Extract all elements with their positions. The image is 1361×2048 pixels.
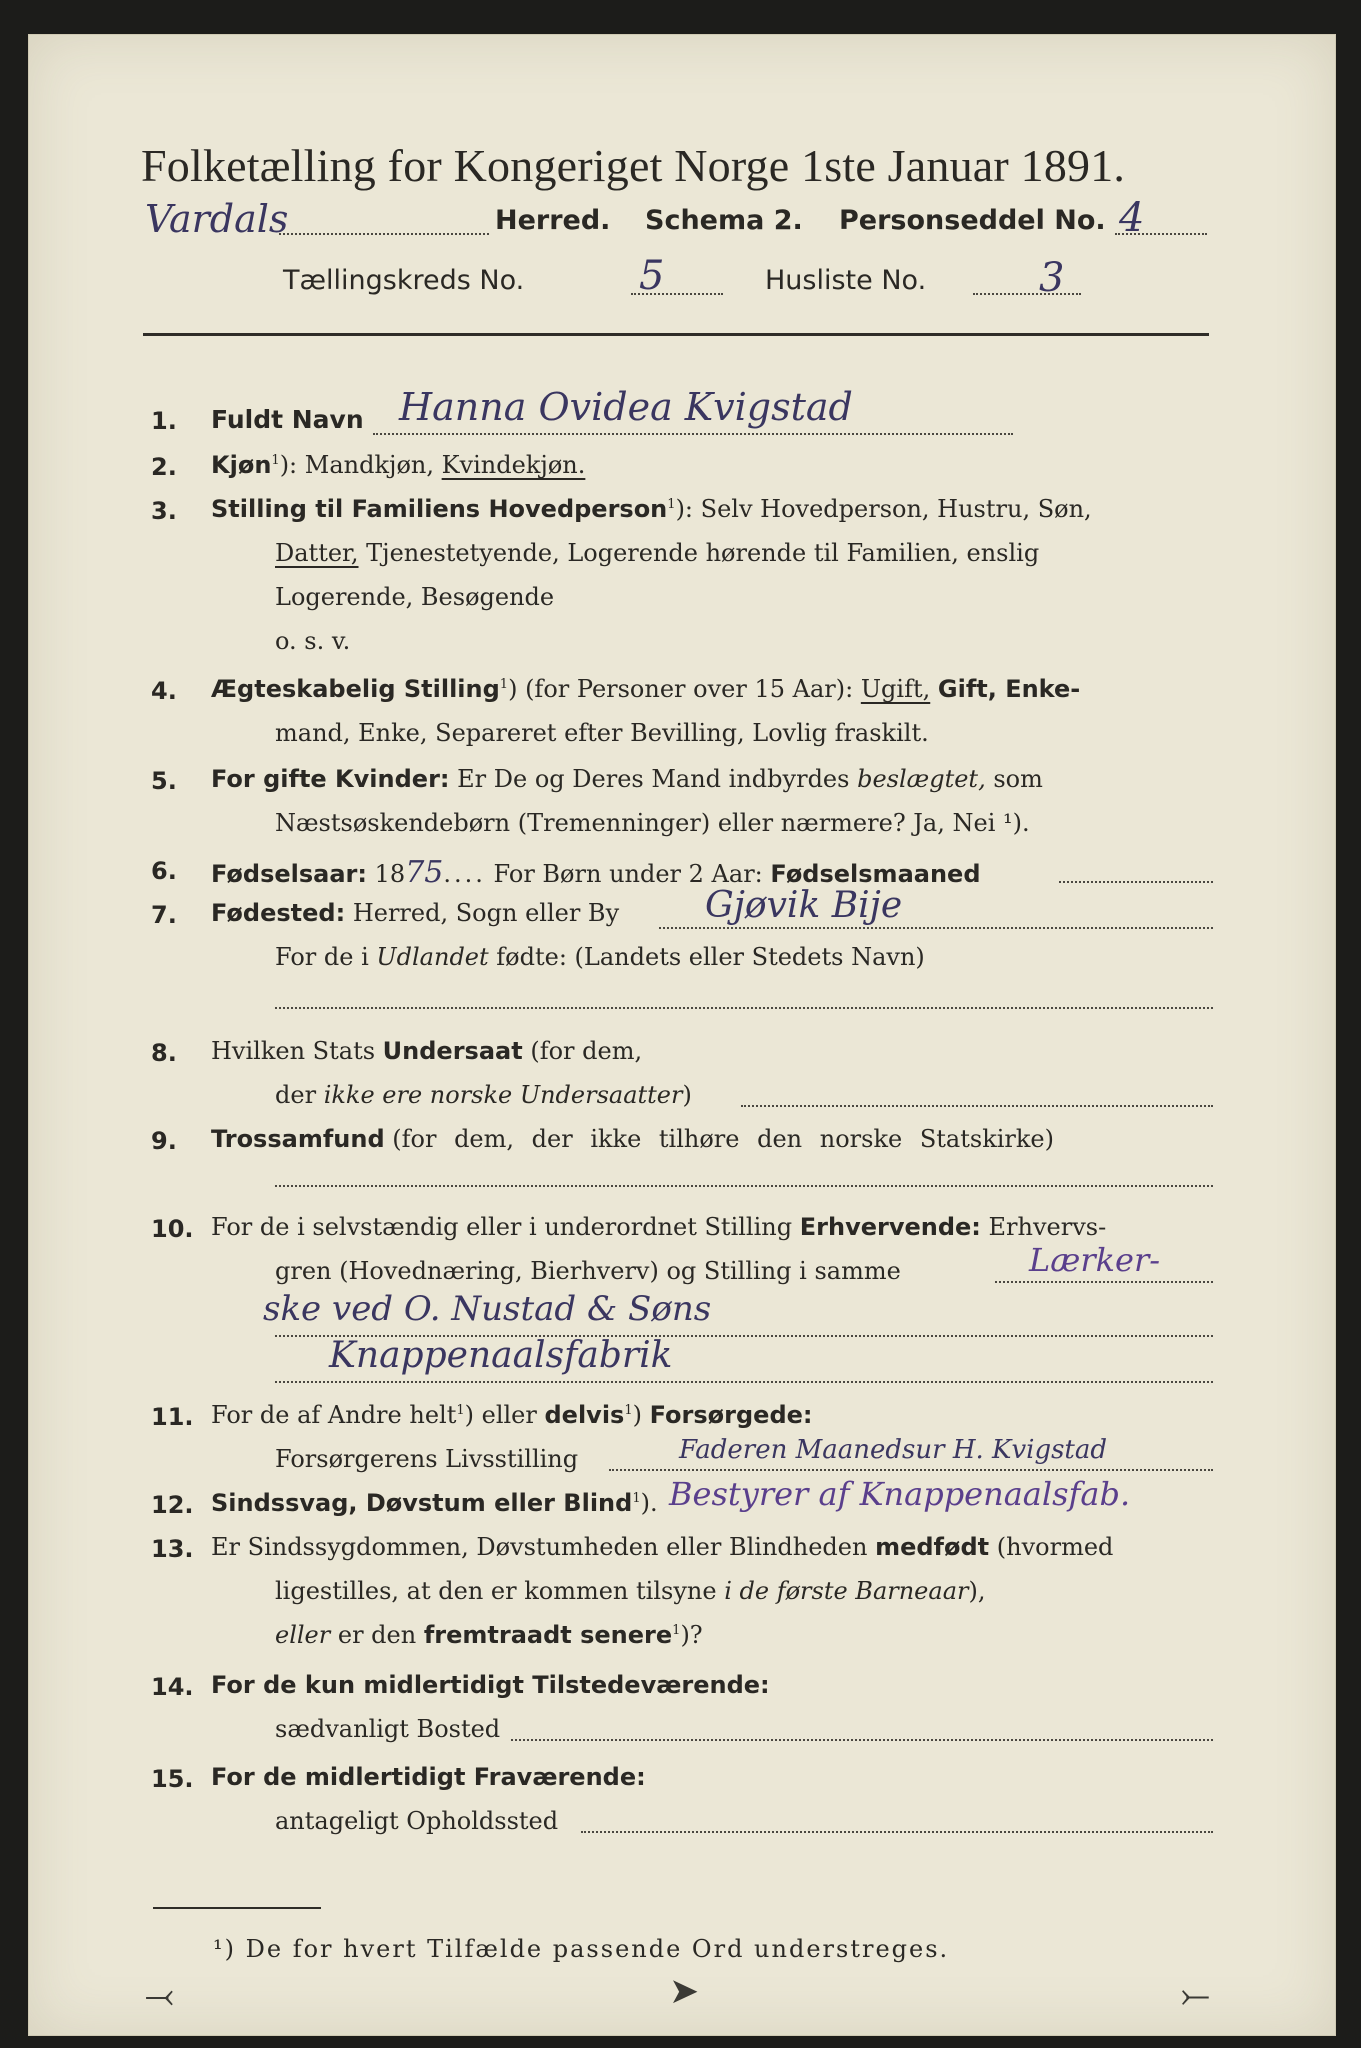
- item-11-label2: Forsørgede:: [649, 1401, 813, 1429]
- item-6-dots: [1059, 881, 1213, 883]
- item-5-label: For gifte Kvinder:: [211, 765, 450, 793]
- item-6-year-prefix: 18: [374, 860, 406, 888]
- item-11-value: Faderen Maanedsur H. Kvigstad: [679, 1435, 1108, 1465]
- item-11-dots: [609, 1469, 1213, 1471]
- item-3-underlined: Datter,: [275, 539, 359, 567]
- item-9-line: [211, 1125, 1054, 1153]
- item-2-text: ): Mandkjøn,: [279, 451, 434, 479]
- item-4-text2: mand, Enke, Separeret efter Bevilling, Lovlig fraskilt.: [275, 719, 929, 747]
- item-5-number: 5.: [151, 767, 177, 795]
- item-13-text2b: ),: [968, 1577, 986, 1605]
- item-11-text2: Forsørgerens Livsstilling: [275, 1445, 579, 1473]
- item-14-number: 14.: [151, 1673, 194, 1701]
- corner-mark-right-icon: ⤚: [1181, 1975, 1210, 2016]
- husliste-label: Husliste No.: [765, 265, 927, 296]
- item-3-label: Stilling til Familiens Hovedperson: [211, 495, 668, 523]
- item-2-underlined: Kvindekjøn.: [441, 451, 586, 479]
- census-form-sheet: [28, 34, 1336, 2036]
- item-8-text2b: ): [682, 1081, 692, 1109]
- item-13-text3b: )?: [680, 1621, 703, 1649]
- item-6-text: For Børn under 2 Aar:: [493, 860, 763, 888]
- item-7-value: Gjøvik Bije: [705, 885, 903, 926]
- item-11-text1a: For de af Andre helt: [211, 1401, 457, 1429]
- kreds-dots: [631, 293, 723, 295]
- item-8-dots: [741, 1105, 1213, 1107]
- item-6-label: Fødselsaar:: [211, 860, 367, 888]
- item-7-blank-dots: [275, 1007, 1213, 1009]
- item-10-value-2: ske ved O. Nustad & Søns: [263, 1289, 712, 1329]
- item-1-dots: [373, 433, 1013, 435]
- item-3-text4: o. s. v.: [275, 627, 351, 655]
- item-9-number: 9.: [151, 1127, 177, 1155]
- item-8-text2a: der: [275, 1081, 317, 1109]
- item-12-text: ).: [640, 1489, 658, 1517]
- item-6-line: Fødselsaar: 1875.... For Børn under 2 Aar: Fødselsmaaned: [211, 855, 981, 890]
- item-6-number: 6.: [151, 857, 177, 885]
- item-9-blank-dots: [275, 1185, 1213, 1187]
- item-1-number: 1.: [151, 407, 177, 435]
- item-3-text2: Tjenestetyende, Logerende hørende til Familien, enslig: [366, 539, 1040, 567]
- item-12-line: Sindssvag, Døvstum eller Blind$^1$).: [211, 1489, 658, 1517]
- item-5-italic: beslægtet,: [857, 765, 986, 793]
- item-13-text2a: ligestilles, at den er kommen tilsyne: [275, 1577, 717, 1605]
- item-13-label: medfødt: [875, 1533, 990, 1561]
- item-15-text: antageligt Opholdssted: [275, 1807, 559, 1835]
- personseddel-label: Personseddel No.: [839, 205, 1106, 236]
- item-13-text1b: (hvormed: [996, 1533, 1114, 1561]
- item-5-line-1: [211, 765, 1043, 793]
- item-1-label: Fuldt Navn: [211, 405, 364, 434]
- item-10-value-3: Knappenaalsfabrik: [329, 1335, 673, 1376]
- personseddel-dots: [1115, 233, 1207, 235]
- corner-mark-left-icon: ⤙: [145, 1975, 174, 2016]
- item-1-value: Hanna Ovidea Kvigstad: [399, 385, 853, 429]
- item-7-line-2: [275, 943, 925, 971]
- item-10-line-1: [211, 1213, 1106, 1241]
- item-15-label: For de midlertidigt Fraværende:: [211, 1763, 646, 1791]
- item-7-text2b: fødte: (Landets eller Stedets Navn): [496, 943, 925, 971]
- item-11-label1: delvis: [544, 1401, 625, 1429]
- item-12-number: 12.: [151, 1491, 194, 1519]
- item-8-number: 8.: [151, 1039, 177, 1067]
- item-10-dots-3: [275, 1381, 1213, 1383]
- item-10-text2: gren (Hovednæring, Bierhverv) og Stilling i samme: [275, 1257, 901, 1285]
- item-4-underlined: Ugift,: [860, 675, 931, 703]
- item-4-number: 4.: [151, 677, 177, 705]
- item-6-label2: Fødselsmaaned: [770, 860, 981, 888]
- item-3-line-1: Stilling til Familiens Hovedperson$^1$): Selv Hovedperson, Hustru, Søn,: [211, 495, 1092, 523]
- item-13-line-2: [275, 1577, 985, 1605]
- item-11-line-1: For de af Andre helt$^1$) eller delvis$^1$) Forsørgede:: [211, 1401, 813, 1429]
- header-rule: [143, 333, 1209, 336]
- item-8-line-1: [211, 1037, 642, 1065]
- item-10-value-1: Lærker-: [1029, 1241, 1161, 1279]
- herred-dots: [279, 233, 489, 235]
- herred-label: Herred.: [495, 205, 611, 236]
- item-10-dots-1: [995, 1281, 1213, 1283]
- item-13-text1a: Er Sindssygdommen, Døvstumheden eller Blindheden: [211, 1533, 868, 1561]
- item-5-text1: Er De og Deres Mand indbyrdes: [457, 765, 850, 793]
- item-3-text3: Logerende, Besøgende: [275, 583, 555, 611]
- corner-mark-center-icon: ➤: [669, 1971, 700, 2012]
- item-2-number: 2.: [151, 453, 177, 481]
- item-4-text1b: Gift, Enke-: [937, 675, 1081, 703]
- item-4-line-1: Ægteskabelig Stilling$^1$) (for Personer over 15 Aar): Ugift, Gift, Enke-: [211, 675, 1081, 703]
- item-7-italic: Udlandet: [376, 943, 489, 971]
- item-10-number: 10.: [151, 1215, 194, 1243]
- footnote: ¹) De for hvert Tilfælde passende Ord understreges.: [213, 1935, 950, 1963]
- item-11-text1b: ) eller: [464, 1401, 537, 1429]
- item-8-label: Undersaat: [382, 1037, 523, 1065]
- item-15-dots: [581, 1831, 1213, 1833]
- footnote-rule: [153, 1907, 321, 1909]
- schema-label: Schema 2.: [645, 205, 803, 236]
- item-8-text1a: Hvilken Stats: [211, 1037, 376, 1065]
- item-5-text1b: som: [993, 765, 1043, 793]
- form-title: Folketælling for Kongeriget Norge 1ste Januar 1891.: [141, 140, 1126, 191]
- item-13-line-3: eller er den fremtraadt senere$^1$)?: [275, 1621, 703, 1649]
- item-8-italic: ikke ere norske Undersaatter: [323, 1081, 683, 1109]
- item-15-number: 15.: [151, 1765, 194, 1793]
- item-13-line-1: [211, 1533, 1113, 1561]
- item-11-number: 11.: [151, 1403, 194, 1431]
- item-13-italic3: eller: [275, 1621, 331, 1649]
- item-2-line: Kjøn$^1$): Mandkjøn, Kvindekjøn.: [211, 451, 586, 479]
- item-3-number: 3.: [151, 497, 177, 525]
- husliste-dots: [973, 293, 1081, 295]
- item-13-number: 13.: [151, 1535, 194, 1563]
- item-8-line-2: [275, 1081, 692, 1109]
- item-4-label: Ægteskabelig Stilling: [211, 675, 500, 703]
- herred-value: Vardals: [145, 197, 289, 241]
- kreds-value: 5: [639, 253, 665, 299]
- item-10-text1b: Erhvervs-: [988, 1213, 1107, 1241]
- item-13-italic2: i de første Barneaar: [724, 1577, 969, 1605]
- item-12-label: Sindssvag, Døvstum eller Blind: [211, 1489, 633, 1517]
- item-2-label: Kjøn: [211, 451, 272, 479]
- item-5-text2: Næstsøskendebørn (Tremenninger) eller nærmere? Ja, Nei ¹).: [275, 809, 1030, 837]
- item-10-label: Erhvervende:: [799, 1213, 981, 1241]
- item-7-text1: Herred, Sogn eller By: [352, 899, 620, 927]
- item-4-text1: ) (for Personer over 15 Aar):: [508, 675, 854, 703]
- item-8-text1b: (for dem,: [530, 1037, 643, 1065]
- item-14-text: sædvanligt Bosted: [275, 1715, 501, 1743]
- item-7-line-1: [211, 899, 619, 927]
- husliste-value: 3: [1039, 255, 1065, 301]
- item-13-text3a: er den: [337, 1621, 417, 1649]
- item-7-label: Fødested:: [211, 899, 346, 927]
- item-7-dots: [659, 927, 1213, 929]
- item-13-label3: fremtraadt senere: [423, 1621, 673, 1649]
- item-6-year-value: 75: [405, 855, 444, 890]
- item-10-text1a: For de i selvstændig eller i underordnet Stilling: [211, 1213, 793, 1241]
- item-12-value: Bestyrer af Knappenaalsfab.: [669, 1475, 1131, 1513]
- item-14-label: For de kun midlertidigt Tilstedeværende:: [211, 1671, 770, 1699]
- item-9-text: (for dem, der ikke tilhøre den norske Statskirke): [392, 1125, 1054, 1153]
- item-3-line-2: [275, 539, 1039, 567]
- kreds-label: Tællingskreds No.: [283, 265, 525, 296]
- item-7-text2: For de i: [275, 943, 369, 971]
- item-14-dots: [511, 1739, 1213, 1741]
- item-7-number: 7.: [151, 901, 177, 929]
- personseddel-value: 4: [1119, 195, 1145, 241]
- item-3-text1: ): Selv Hovedperson, Hustru, Søn,: [675, 495, 1092, 523]
- item-9-label: Trossamfund: [211, 1125, 385, 1153]
